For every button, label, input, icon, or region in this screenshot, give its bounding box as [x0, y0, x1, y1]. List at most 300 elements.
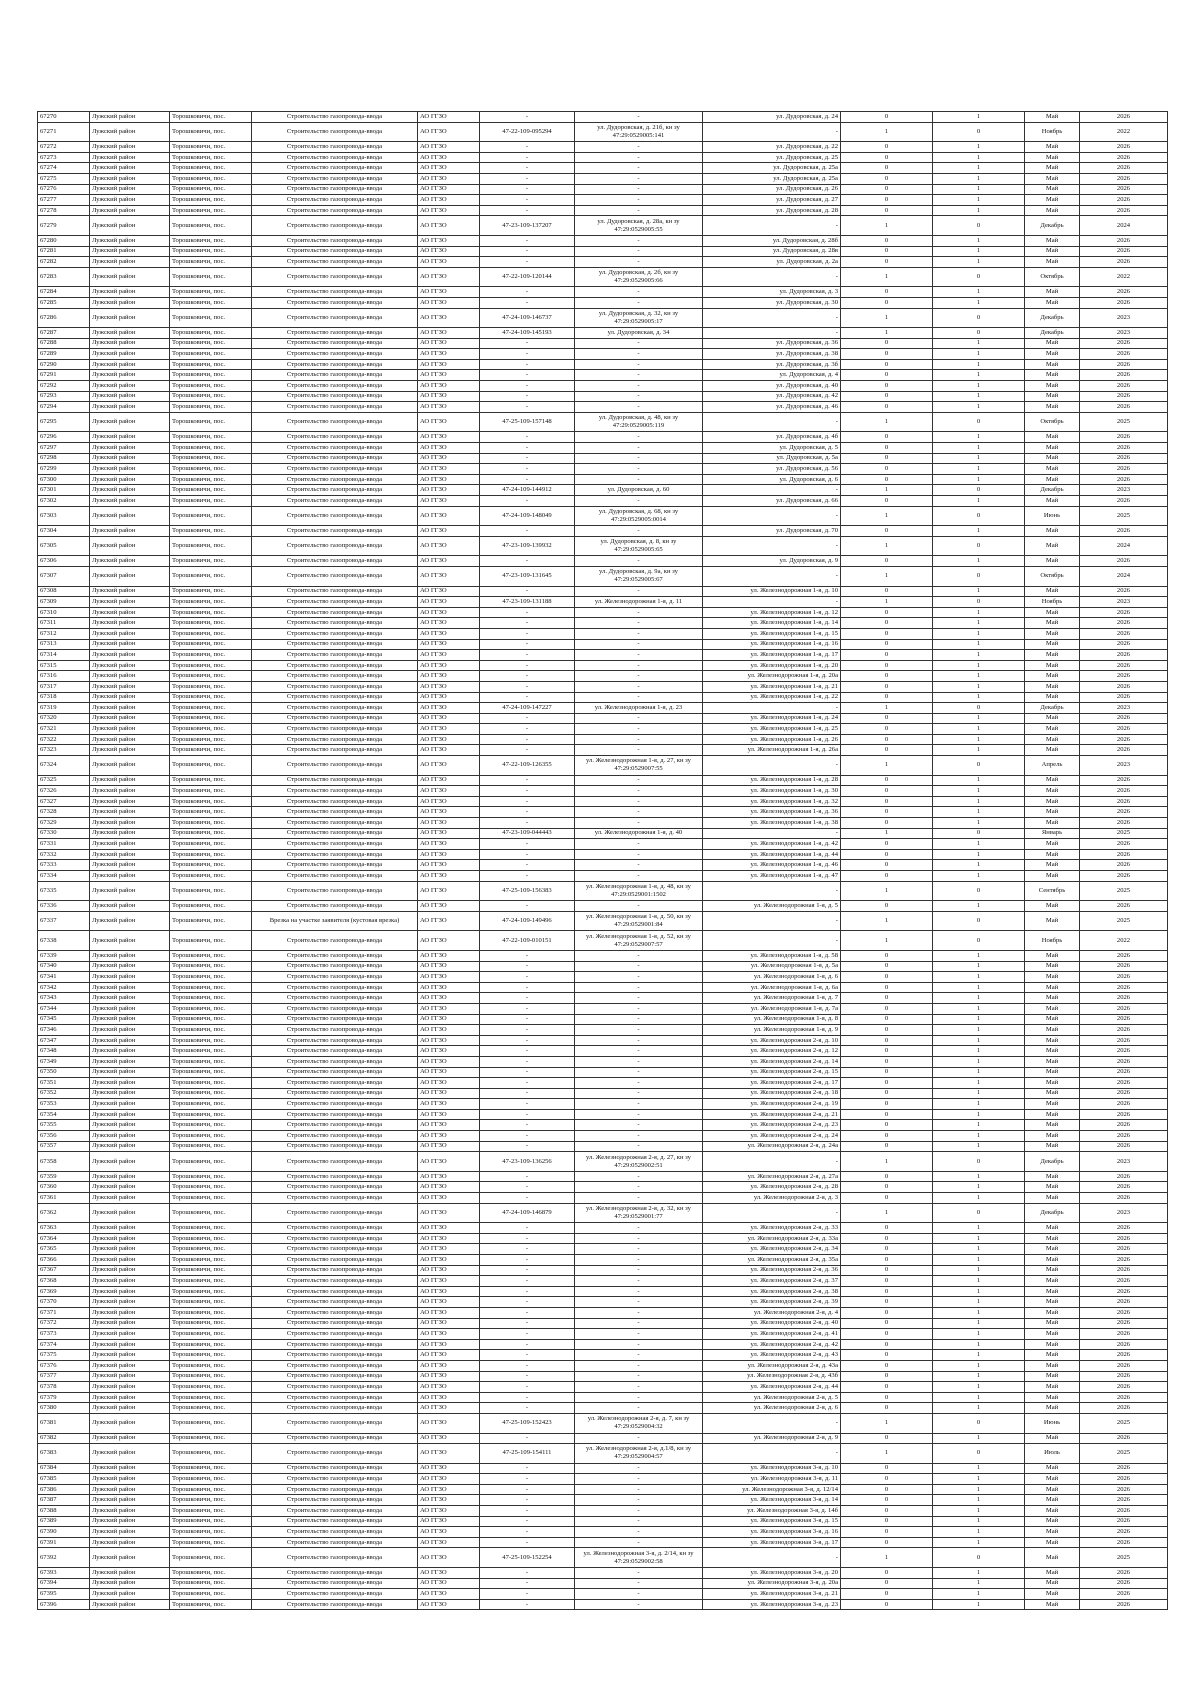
month-cell: Май — [1025, 972, 1080, 983]
address-cell: ул. Железнодорожная 2-я, д. 38 — [703, 1286, 841, 1297]
settlement-cell: Торошковичи, пос. — [170, 1307, 252, 1318]
count-a-cell: 0 — [841, 1286, 933, 1297]
address-cell: ул. Железнодорожная 2-я, д. 9 — [703, 1433, 841, 1444]
organization-cell: АО ГГЗО — [418, 267, 480, 287]
year-cell: 2025 — [1080, 828, 1168, 839]
cadastral-address-cell: - — [575, 1046, 703, 1057]
district-cell: Лужский район — [90, 713, 170, 724]
count-b-cell: 1 — [933, 297, 1025, 308]
month-cell: Май — [1025, 1099, 1080, 1110]
count-b-cell: 1 — [933, 1484, 1025, 1495]
settlement-cell: Торошковичи, пос. — [170, 1276, 252, 1287]
settlement-cell: Торошковичи, пос. — [170, 359, 252, 370]
count-b-cell: 1 — [933, 692, 1025, 703]
organization-cell: АО ГГЗО — [418, 660, 480, 671]
settlement-cell: Торошковичи, пос. — [170, 536, 252, 556]
month-cell: Декабрь — [1025, 308, 1080, 328]
cadastral-address-cell: - — [575, 618, 703, 629]
cadastral-address-cell: - — [575, 1067, 703, 1078]
year-cell: 2026 — [1080, 163, 1168, 174]
settlement-cell: Торошковичи, пос. — [170, 1350, 252, 1361]
count-b-cell: 1 — [933, 235, 1025, 246]
settlement-cell: Торошковичи, пос. — [170, 586, 252, 597]
district-cell: Лужский район — [90, 506, 170, 526]
count-b-cell: 1 — [933, 1495, 1025, 1506]
table-row — [38, 506, 1168, 526]
row-id-cell: 67350 — [38, 1067, 90, 1078]
work-type-cell: Строительство газопровода-ввода — [252, 628, 418, 639]
month-cell: Май — [1025, 391, 1080, 402]
work-type-cell: Строительство газопровода-ввода — [252, 1182, 418, 1193]
address-cell: ул. Железнодорожная 2-я, д. 14 — [703, 1056, 841, 1067]
settlement-cell: Торошковичи, пос. — [170, 1433, 252, 1444]
count-a-cell: 1 — [841, 1203, 933, 1223]
work-type-cell: Строительство газопровода-ввода — [252, 1297, 418, 1308]
organization-cell: АО ГГЗО — [418, 1527, 480, 1538]
row-id-cell: 67297 — [38, 443, 90, 454]
cadastral-address-cell: - — [575, 1527, 703, 1538]
row-id-cell: 67274 — [38, 163, 90, 174]
table-row — [38, 1484, 1168, 1495]
table-row — [38, 745, 1168, 756]
organization-cell: АО ГГЗО — [418, 1516, 480, 1527]
organization-cell: АО ГГЗО — [418, 1318, 480, 1329]
count-b-cell: 1 — [933, 1339, 1025, 1350]
district-cell: Лужский район — [90, 1141, 170, 1152]
count-a-cell: 0 — [841, 1035, 933, 1046]
table-row — [38, 1120, 1168, 1131]
application-number-cell: - — [480, 1286, 575, 1297]
district-cell: Лужский район — [90, 745, 170, 756]
application-number-cell: - — [480, 381, 575, 392]
address-cell: ул. Железнодорожная 1-я, д. 44 — [703, 849, 841, 860]
organization-cell: АО ГГЗО — [418, 950, 480, 961]
table-row — [38, 432, 1168, 443]
count-b-cell: 1 — [933, 1318, 1025, 1329]
district-cell: Лужский район — [90, 1067, 170, 1078]
year-cell: 2026 — [1080, 1141, 1168, 1152]
settlement-cell: Торошковичи, пос. — [170, 786, 252, 797]
settlement-cell: Торошковичи, пос. — [170, 1171, 252, 1182]
district-cell: Лужский район — [90, 681, 170, 692]
count-b-cell: 1 — [933, 1433, 1025, 1444]
settlement-cell: Торошковичи, пос. — [170, 566, 252, 586]
count-a-cell: 0 — [841, 1014, 933, 1025]
row-id-cell: 67391 — [38, 1537, 90, 1548]
month-cell: Май — [1025, 287, 1080, 298]
count-b-cell: 1 — [933, 1329, 1025, 1340]
table-row — [38, 650, 1168, 661]
year-cell: 2026 — [1080, 1056, 1168, 1067]
address-cell: ул. Железнодорожная 1-я, д. 8 — [703, 1014, 841, 1025]
district-cell: Лужский район — [90, 597, 170, 608]
address-cell: ул. Железнодорожная 1-я, д. 25 — [703, 724, 841, 735]
settlement-cell: Торошковичи, пос. — [170, 1003, 252, 1014]
count-a-cell: 1 — [841, 828, 933, 839]
table-row — [38, 724, 1168, 735]
count-a-cell: 0 — [841, 464, 933, 475]
count-a-cell: 0 — [841, 112, 933, 123]
month-cell: Декабрь — [1025, 703, 1080, 714]
table-row — [38, 734, 1168, 745]
work-type-cell: Врезка на участке заявителя (кустовая врезка) — [252, 911, 418, 931]
row-id-cell: 67332 — [38, 849, 90, 860]
organization-cell: АО ГГЗО — [418, 703, 480, 714]
month-cell: Май — [1025, 1484, 1080, 1495]
application-number-cell: - — [480, 1276, 575, 1287]
count-a-cell: 0 — [841, 839, 933, 850]
year-cell: 2026 — [1080, 1255, 1168, 1266]
application-number-cell: - — [480, 338, 575, 349]
count-b-cell: 0 — [933, 506, 1025, 526]
month-cell: Апрель — [1025, 756, 1080, 776]
cadastral-address-cell: - — [575, 901, 703, 912]
month-cell: Май — [1025, 1233, 1080, 1244]
work-type-cell: Строительство газопровода-ввода — [252, 1413, 418, 1433]
application-number-cell: - — [480, 1568, 575, 1579]
table-row — [38, 1548, 1168, 1568]
table-body — [38, 112, 1168, 1610]
cadastral-address-cell: - — [575, 1318, 703, 1329]
application-number-cell: - — [480, 1223, 575, 1234]
cadastral-address-cell: - — [575, 381, 703, 392]
row-id-cell: 67305 — [38, 536, 90, 556]
organization-cell: АО ГГЗО — [418, 796, 480, 807]
settlement-cell: Торошковичи, пос. — [170, 1444, 252, 1464]
count-a-cell: 0 — [841, 628, 933, 639]
work-type-cell: Строительство газопровода-ввода — [252, 724, 418, 735]
year-cell: 2026 — [1080, 950, 1168, 961]
district-cell: Лужский район — [90, 828, 170, 839]
district-cell: Лужский район — [90, 1568, 170, 1579]
table-row — [38, 597, 1168, 608]
address-cell: ул. Железнодорожная 2-я, д. 44 — [703, 1382, 841, 1393]
count-a-cell: 1 — [841, 597, 933, 608]
settlement-cell: Торошковичи, пос. — [170, 496, 252, 507]
application-number-cell: - — [480, 1193, 575, 1204]
address-cell: - — [703, 1444, 841, 1464]
organization-cell: АО ГГЗО — [418, 713, 480, 724]
address-cell: - — [703, 1152, 841, 1172]
settlement-cell: Торошковичи, пос. — [170, 724, 252, 735]
address-cell: ул. Дудоровская, д. 3 — [703, 287, 841, 298]
count-a-cell: 0 — [841, 443, 933, 454]
row-id-cell: 67296 — [38, 432, 90, 443]
row-id-cell: 67387 — [38, 1495, 90, 1506]
count-b-cell: 1 — [933, 650, 1025, 661]
application-number-cell: - — [480, 370, 575, 381]
table-row — [38, 871, 1168, 882]
organization-cell: АО ГГЗО — [418, 597, 480, 608]
organization-cell: АО ГГЗО — [418, 993, 480, 1004]
application-number-cell: - — [480, 1120, 575, 1131]
district-cell: Лужский район — [90, 961, 170, 972]
count-a-cell: 0 — [841, 496, 933, 507]
year-cell: 2023 — [1080, 597, 1168, 608]
cadastral-address-cell: ул. Дудоровская, д. 34 — [575, 328, 703, 339]
work-type-cell: Строительство газопровода-ввода — [252, 1392, 418, 1403]
cadastral-address-cell: - — [575, 1403, 703, 1414]
application-number-cell: - — [480, 1433, 575, 1444]
table-row — [38, 1495, 1168, 1506]
application-number-cell: - — [480, 607, 575, 618]
cadastral-address-cell: - — [575, 724, 703, 735]
address-cell: ул. Дудоровская, д. 46 — [703, 402, 841, 413]
month-cell: Июнь — [1025, 1413, 1080, 1433]
settlement-cell: Торошковичи, пос. — [170, 402, 252, 413]
work-type-cell: Строительство газопровода-ввода — [252, 370, 418, 381]
settlement-cell: Торошковичи, пос. — [170, 1527, 252, 1538]
organization-cell: АО ГГЗО — [418, 828, 480, 839]
row-id-cell: 67302 — [38, 496, 90, 507]
count-a-cell: 0 — [841, 849, 933, 860]
count-b-cell: 1 — [933, 338, 1025, 349]
organization-cell: АО ГГЗО — [418, 474, 480, 485]
organization-cell: АО ГГЗО — [418, 628, 480, 639]
address-cell: ул. Железнодорожная 2-я, д. 37 — [703, 1276, 841, 1287]
count-a-cell: 0 — [841, 1046, 933, 1057]
row-id-cell: 67376 — [38, 1360, 90, 1371]
organization-cell: АО ГГЗО — [418, 163, 480, 174]
table-row — [38, 950, 1168, 961]
work-type-cell: Строительство газопровода-ввода — [252, 1276, 418, 1287]
month-cell: Май — [1025, 184, 1080, 195]
settlement-cell: Торошковичи, пос. — [170, 1371, 252, 1382]
count-a-cell: 0 — [841, 402, 933, 413]
work-type-cell: Строительство газопровода-ввода — [252, 246, 418, 257]
work-type-cell: Строительство газопровода-ввода — [252, 1350, 418, 1361]
work-type-cell: Строительство газопровода-ввода — [252, 639, 418, 650]
application-number-cell: - — [480, 152, 575, 163]
application-number-cell: - — [480, 349, 575, 360]
month-cell: Май — [1025, 950, 1080, 961]
month-cell: Май — [1025, 1003, 1080, 1014]
year-cell: 2025 — [1080, 881, 1168, 901]
table-row — [38, 566, 1168, 586]
work-type-cell: Строительство газопровода-ввода — [252, 257, 418, 268]
work-type-cell: Строительство газопровода-ввода — [252, 828, 418, 839]
work-type-cell: Строительство газопровода-ввода — [252, 349, 418, 360]
count-b-cell: 0 — [933, 881, 1025, 901]
address-cell: ул. Железнодорожная 3-я, д. 17 — [703, 1537, 841, 1548]
district-cell: Лужский район — [90, 152, 170, 163]
work-type-cell: Строительство газопровода-ввода — [252, 556, 418, 567]
organization-cell: АО ГГЗО — [418, 860, 480, 871]
organization-cell: АО ГГЗО — [418, 1484, 480, 1495]
work-type-cell: Строительство газопровода-ввода — [252, 453, 418, 464]
year-cell: 2026 — [1080, 1329, 1168, 1340]
count-a-cell: 0 — [841, 982, 933, 993]
settlement-cell: Торошковичи, пос. — [170, 370, 252, 381]
count-b-cell: 1 — [933, 1350, 1025, 1361]
row-id-cell: 67354 — [38, 1109, 90, 1120]
application-number-cell: - — [480, 443, 575, 454]
settlement-cell: Торошковичи, пос. — [170, 1495, 252, 1506]
cadastral-address-cell: - — [575, 1035, 703, 1046]
year-cell: 2026 — [1080, 1003, 1168, 1014]
cadastral-address-cell: ул. Дудоровская, д. 21б, кн зу 47:29:0529005:141 — [575, 122, 703, 142]
count-a-cell: 0 — [841, 142, 933, 153]
month-cell: Июль — [1025, 1444, 1080, 1464]
year-cell: 2026 — [1080, 1265, 1168, 1276]
row-id-cell: 67291 — [38, 370, 90, 381]
count-b-cell: 1 — [933, 556, 1025, 567]
count-a-cell: 0 — [841, 650, 933, 661]
count-a-cell: 0 — [841, 745, 933, 756]
count-a-cell: 1 — [841, 412, 933, 432]
table-row — [38, 412, 1168, 432]
table-row — [38, 818, 1168, 829]
cadastral-address-cell: ул. Дудоровская, д. 48, кн зу 47:29:0529005:119 — [575, 412, 703, 432]
cadastral-address-cell: - — [575, 961, 703, 972]
organization-cell: АО ГГЗО — [418, 1382, 480, 1393]
application-number-cell: - — [480, 556, 575, 567]
address-cell: ул. Железнодорожная 2-я, д. 23 — [703, 1120, 841, 1131]
settlement-cell: Торошковичи, пос. — [170, 205, 252, 216]
district-cell: Лужский район — [90, 536, 170, 556]
application-number-cell: - — [480, 849, 575, 860]
table-row — [38, 1193, 1168, 1204]
application-number-cell: - — [480, 359, 575, 370]
application-number-cell: - — [480, 724, 575, 735]
count-a-cell: 0 — [841, 287, 933, 298]
organization-cell: АО ГГЗО — [418, 1078, 480, 1089]
count-b-cell: 1 — [933, 246, 1025, 257]
settlement-cell: Торошковичи, пос. — [170, 1392, 252, 1403]
settlement-cell: Торошковичи, пос. — [170, 993, 252, 1004]
year-cell: 2026 — [1080, 432, 1168, 443]
count-b-cell: 0 — [933, 566, 1025, 586]
table-row — [38, 607, 1168, 618]
row-id-cell: 67358 — [38, 1152, 90, 1172]
row-id-cell: 67357 — [38, 1141, 90, 1152]
district-cell: Лужский район — [90, 1339, 170, 1350]
count-a-cell: 0 — [841, 1088, 933, 1099]
organization-cell: АО ГГЗО — [418, 1046, 480, 1057]
application-number-cell: 47-23-109-137207 — [480, 216, 575, 236]
address-cell: ул. Железнодорожная 2-я, д. 24а — [703, 1141, 841, 1152]
year-cell: 2026 — [1080, 586, 1168, 597]
table-row — [38, 308, 1168, 328]
year-cell: 2022 — [1080, 122, 1168, 142]
settlement-cell: Торошковичи, пос. — [170, 526, 252, 537]
row-id-cell: 67324 — [38, 756, 90, 776]
year-cell: 2026 — [1080, 1371, 1168, 1382]
settlement-cell: Торошковичи, пос. — [170, 1078, 252, 1089]
cadastral-address-cell: - — [575, 496, 703, 507]
address-cell: ул. Железнодорожная 1-я, д. 12 — [703, 607, 841, 618]
application-number-cell: - — [480, 474, 575, 485]
year-cell: 2026 — [1080, 359, 1168, 370]
settlement-cell: Торошковичи, пос. — [170, 184, 252, 195]
count-b-cell: 1 — [933, 618, 1025, 629]
count-a-cell: 0 — [841, 1318, 933, 1329]
settlement-cell: Торошковичи, пос. — [170, 950, 252, 961]
count-b-cell: 1 — [933, 112, 1025, 123]
settlement-cell: Торошковичи, пос. — [170, 931, 252, 951]
count-b-cell: 1 — [933, 639, 1025, 650]
count-b-cell: 1 — [933, 453, 1025, 464]
organization-cell: АО ГГЗО — [418, 972, 480, 983]
settlement-cell: Торошковичи, пос. — [170, 1286, 252, 1297]
address-cell: ул. Железнодорожная 3-я, д. 11 — [703, 1474, 841, 1485]
month-cell: Декабрь — [1025, 485, 1080, 496]
organization-cell: АО ГГЗО — [418, 1568, 480, 1579]
application-number-cell: 47-22-109-010151 — [480, 931, 575, 951]
month-cell: Май — [1025, 402, 1080, 413]
count-a-cell: 0 — [841, 1484, 933, 1495]
settlement-cell: Торошковичи, пос. — [170, 607, 252, 618]
settlement-cell: Торошковичи, пос. — [170, 703, 252, 714]
application-number-cell: - — [480, 1025, 575, 1036]
month-cell: Ноябрь — [1025, 122, 1080, 142]
count-a-cell: 0 — [841, 173, 933, 184]
cadastral-address-cell: ул. Железнодорожная 2-я, д. 27, кн зу 47:29:0529002:51 — [575, 1152, 703, 1172]
table-row — [38, 142, 1168, 153]
settlement-cell: Торошковичи, пос. — [170, 112, 252, 123]
count-b-cell: 1 — [933, 1109, 1025, 1120]
month-cell: Май — [1025, 1056, 1080, 1067]
work-type-cell: Строительство газопровода-ввода — [252, 216, 418, 236]
address-cell: - — [703, 828, 841, 839]
table-row — [38, 257, 1168, 268]
table-row — [38, 1088, 1168, 1099]
application-number-cell: - — [480, 235, 575, 246]
application-number-cell: - — [480, 1014, 575, 1025]
table-row — [38, 660, 1168, 671]
district-cell: Лужский район — [90, 972, 170, 983]
organization-cell: АО ГГЗО — [418, 1495, 480, 1506]
organization-cell: АО ГГЗО — [418, 216, 480, 236]
district-cell: Лужский район — [90, 807, 170, 818]
row-id-cell: 67322 — [38, 734, 90, 745]
district-cell: Лужский район — [90, 195, 170, 206]
count-a-cell: 0 — [841, 1589, 933, 1600]
work-type-cell: Строительство газопровода-ввода — [252, 1067, 418, 1078]
work-type-cell: Строительство газопровода-ввода — [252, 901, 418, 912]
row-id-cell: 67368 — [38, 1276, 90, 1287]
cadastral-address-cell: - — [575, 142, 703, 153]
organization-cell: АО ГГЗО — [418, 692, 480, 703]
address-cell: ул. Дудоровская, д. 36 — [703, 338, 841, 349]
work-type-cell: Строительство газопровода-ввода — [252, 1046, 418, 1057]
count-a-cell: 0 — [841, 526, 933, 537]
cadastral-address-cell: - — [575, 839, 703, 850]
count-a-cell: 0 — [841, 1578, 933, 1589]
cadastral-address-cell: - — [575, 1599, 703, 1610]
work-type-cell: Строительство газопровода-ввода — [252, 443, 418, 454]
work-type-cell: Строительство газопровода-ввода — [252, 142, 418, 153]
application-number-cell: - — [480, 1463, 575, 1474]
count-a-cell: 0 — [841, 1371, 933, 1382]
year-cell: 2026 — [1080, 1589, 1168, 1600]
month-cell: Май — [1025, 1382, 1080, 1393]
district-cell: Лужский район — [90, 122, 170, 142]
application-number-cell: - — [480, 628, 575, 639]
organization-cell: АО ГГЗО — [418, 235, 480, 246]
settlement-cell: Торошковичи, пос. — [170, 807, 252, 818]
table-row — [38, 786, 1168, 797]
month-cell: Май — [1025, 1141, 1080, 1152]
work-type-cell: Строительство газопровода-ввода — [252, 184, 418, 195]
row-id-cell: 67283 — [38, 267, 90, 287]
district-cell: Лужский район — [90, 496, 170, 507]
table-row — [38, 1444, 1168, 1464]
settlement-cell: Торошковичи, пос. — [170, 961, 252, 972]
row-id-cell: 67370 — [38, 1297, 90, 1308]
organization-cell: АО ГГЗО — [418, 1203, 480, 1223]
district-cell: Лужский район — [90, 1413, 170, 1433]
